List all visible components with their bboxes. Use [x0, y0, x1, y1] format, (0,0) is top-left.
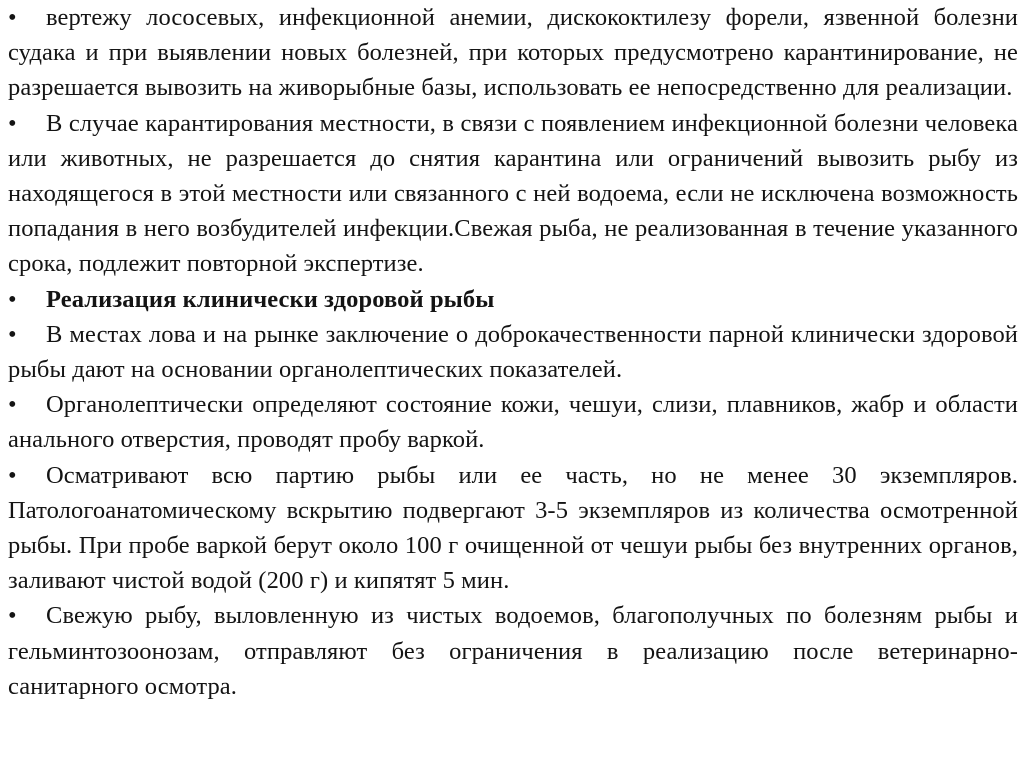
bullet-mark: • — [8, 4, 17, 31]
paragraph-text: Органолептически определяют состояние кожи, чешуи, слизи, плавников, жабр и области анального отверстия, проводят пробу варкой. — [8, 391, 1018, 454]
bullet-mark: • — [8, 391, 17, 419]
paragraph-text: Свежую рыбу, выловленную из чистых водоемов, благополучных по болезням рыбы и гельминтозоонозам, отправляют без ограничения в реализацию после ветеринарно-санитарного осмотра. — [8, 602, 1018, 700]
paragraph-item-2 — [8, 106, 1018, 282]
paragraph-text: В местах лова и на рынке заключение о доброкачественности парной клинически здоровой рыбы дают на основании органолептических показателей. — [8, 320, 1018, 384]
paragraph-text: Осматривают всю партию рыбы или ее часть, но не менее 30 экземпляров. Патологоанатомическому вскрытию подвергают 3-5 экземпляров из количества осмотренной рыбы. При пробе варкой берут около 100 г очищенной от чешуи рыбы без внутренних органов, заливают чистой водой (200 г) и кипятят 5 мин. — [8, 461, 1018, 595]
bullet-mark: • — [8, 285, 17, 313]
section-heading: Реализация клинически здоровой рыбы — [46, 285, 495, 313]
paragraph-item-7 — [8, 598, 1018, 704]
bullet-mark: • — [8, 602, 17, 630]
paragraph-item-1 — [8, 0, 1018, 106]
paragraph-item-6 — [8, 458, 1018, 599]
paragraph-text: вертежу лососевых, инфекционной анемии, дискококтилезу форели, язвенной болезни судака и при выявлении новых болезней, при которых предусмотрено карантинирование, не разрешается вывозить на живорыбные базы, использовать ее непосредственно для реализации. — [8, 4, 1018, 102]
bullet-mark: • — [8, 109, 17, 137]
document-page — [8, 0, 1018, 704]
bullet-mark: • — [8, 461, 17, 489]
paragraph-item-5 — [8, 387, 1018, 457]
section-heading-item — [8, 282, 1018, 317]
bullet-mark: • — [8, 320, 17, 348]
paragraph-text: В случае карантирования местности, в связи с появлением инфекционной болезни человека или животных, не разрешается до снятия карантина или ограничений вывозить рыбу из находящегося в этой местности или связанного с ней водоема, если не исключена возможность попадания в него возбудителей инфекции.Свежая рыба, не реализованная в течение указанного срока, подлежит повторной экспертизе. — [8, 109, 1018, 278]
paragraph-item-4 — [8, 317, 1018, 387]
